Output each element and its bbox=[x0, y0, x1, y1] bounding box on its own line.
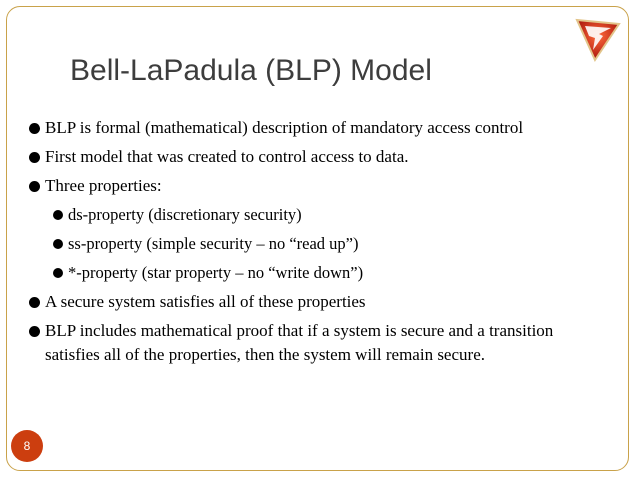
sub-bullet-item bbox=[16, 203, 606, 227]
bullet-item bbox=[16, 319, 606, 367]
bullet-dot-icon bbox=[53, 268, 63, 278]
bullet-dot-icon bbox=[29, 181, 40, 192]
bullet-item bbox=[16, 174, 606, 198]
sub-bullet-item bbox=[16, 232, 606, 256]
bullet-dot-icon bbox=[53, 210, 63, 220]
bullet-text: ds-property (discretionary security) bbox=[68, 205, 302, 224]
bullet-text: First model that was created to control access to data. bbox=[45, 147, 409, 166]
page-number-badge: 8 bbox=[11, 430, 43, 462]
bullet-text: *-property (star property – no “write down”) bbox=[68, 263, 364, 282]
slide-title: Bell-LaPadula (BLP) Model bbox=[70, 54, 432, 87]
bullet-dot-icon bbox=[29, 326, 40, 337]
bullet-item bbox=[16, 116, 606, 140]
bullet-item bbox=[16, 290, 606, 314]
bullet-dot-icon bbox=[29, 123, 40, 134]
bullet-text: BLP includes mathematical proof that if a system is secure and a transition satisfies all of the properties, then the system will remain secure. bbox=[45, 321, 554, 364]
bullet-text: A secure system satisfies all of these properties bbox=[45, 292, 366, 311]
red-triangle-logo-icon bbox=[573, 14, 623, 64]
bullet-dot-icon bbox=[29, 297, 40, 308]
bullet-text: ss-property (simple security – no “read up”) bbox=[68, 234, 359, 253]
bullet-dot-icon bbox=[29, 152, 40, 163]
bullet-list bbox=[16, 116, 606, 372]
bullet-text: Three properties: bbox=[45, 176, 162, 195]
bullet-item bbox=[16, 145, 606, 169]
bullet-text: BLP is formal (mathematical) description of mandatory access control bbox=[45, 118, 524, 137]
sub-bullet-item bbox=[16, 261, 606, 285]
bullet-dot-icon bbox=[53, 239, 63, 249]
